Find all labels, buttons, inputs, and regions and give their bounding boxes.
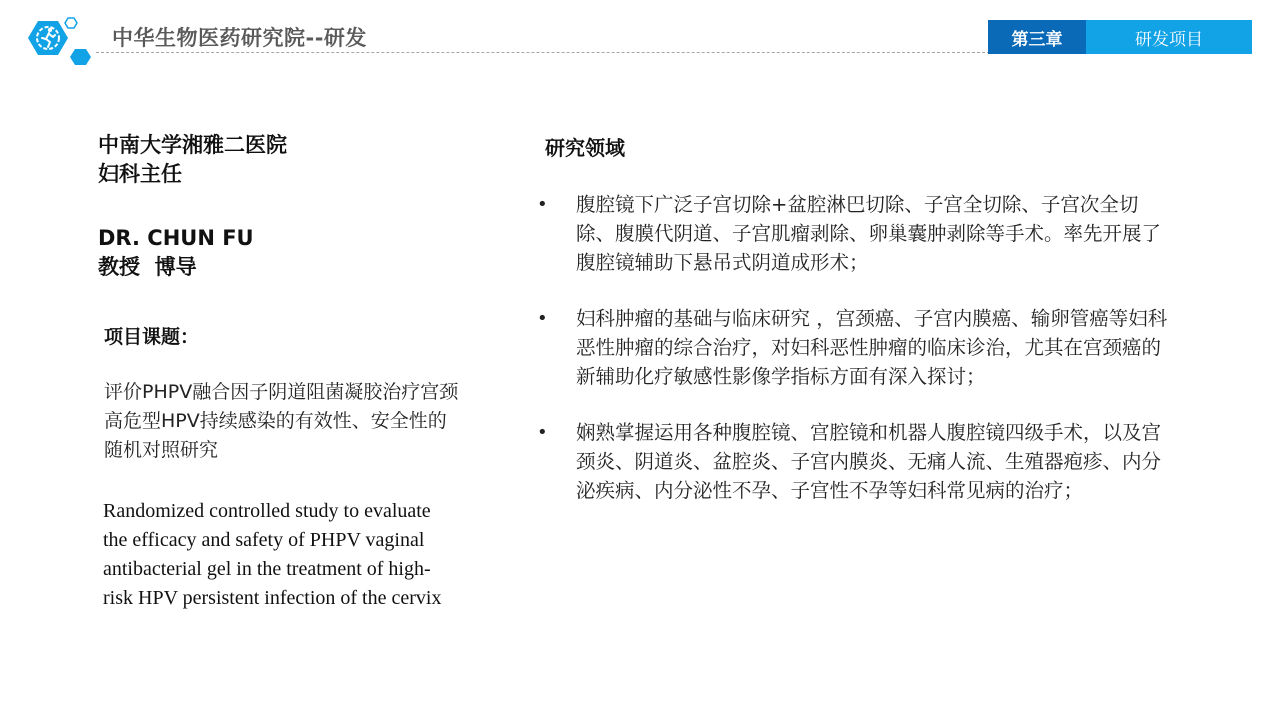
- doctor-name: DR. CHUN FU: [98, 226, 254, 250]
- list-item: [537, 190, 1177, 277]
- research-item-text: 腹腔镜下广泛子宫切除+盆腔淋巴切除、子宫全切除、子宫次全切除、腹膜代阴道、子宫肌瘤剥除、卵巢囊肿剥除等手术。率先开展了腹腔镜辅助下悬吊式阴道成形术；: [576, 193, 1162, 274]
- research-label: 研究领域: [545, 136, 625, 160]
- project-label: 项目课题：: [104, 326, 200, 348]
- doctor-position: 妇科主任: [98, 162, 182, 186]
- research-item-text: 妇科肿瘤的基础与临床研究 ，宫颈癌、子宫内膜癌、输卵管癌等妇科恶性肿瘤的综合治疗，对妇科恶性肿瘤的临床诊治，尤其在宫颈癌的新辅助化疗敏感性影像学指标方面有深入探讨；: [576, 307, 1168, 388]
- research-list: [537, 190, 1177, 532]
- logo: [24, 14, 100, 70]
- tab-chapter[interactable]: 第三章: [988, 20, 1086, 54]
- list-item: [537, 418, 1177, 505]
- tab-section[interactable]: 研发项目: [1086, 20, 1252, 54]
- list-item: [537, 304, 1177, 391]
- research-item-text: 娴熟掌握运用各种腹腔镜、宫腔镜和机器人腹腔镜四级手术，以及宫颈炎、阴道炎、盆腔炎、子宫内膜炎、无痛人流、生殖器疱疹、内分泌疾病、内分泌性不孕、子宫性不孕等妇科常见病的治疗；: [576, 421, 1162, 502]
- project-title-cn: 评价PHPV融合因子阴道阻菌凝胶治疗宫颈高危型HPV持续感染的有效性、安全性的随机对照研究: [104, 381, 459, 461]
- doctor-titles: 教授 博导: [98, 255, 197, 279]
- project-title-en: Randomized controlled study to evaluate the efficacy and safety of PHPV vaginal antibacterial gel in the treatment of high-risk HPV persistent infection of the cervix: [103, 500, 442, 609]
- doctor-hospital: 中南大学湘雅二医院: [98, 133, 287, 157]
- bullet: •: [537, 194, 548, 215]
- bullet: •: [537, 308, 548, 329]
- header-title: 中华生物医药研究院--研发: [112, 26, 367, 50]
- header-divider: [96, 52, 990, 53]
- bullet: •: [537, 422, 548, 443]
- hexagon-running-figure-icon: [24, 14, 100, 70]
- doctor-info: [98, 131, 478, 282]
